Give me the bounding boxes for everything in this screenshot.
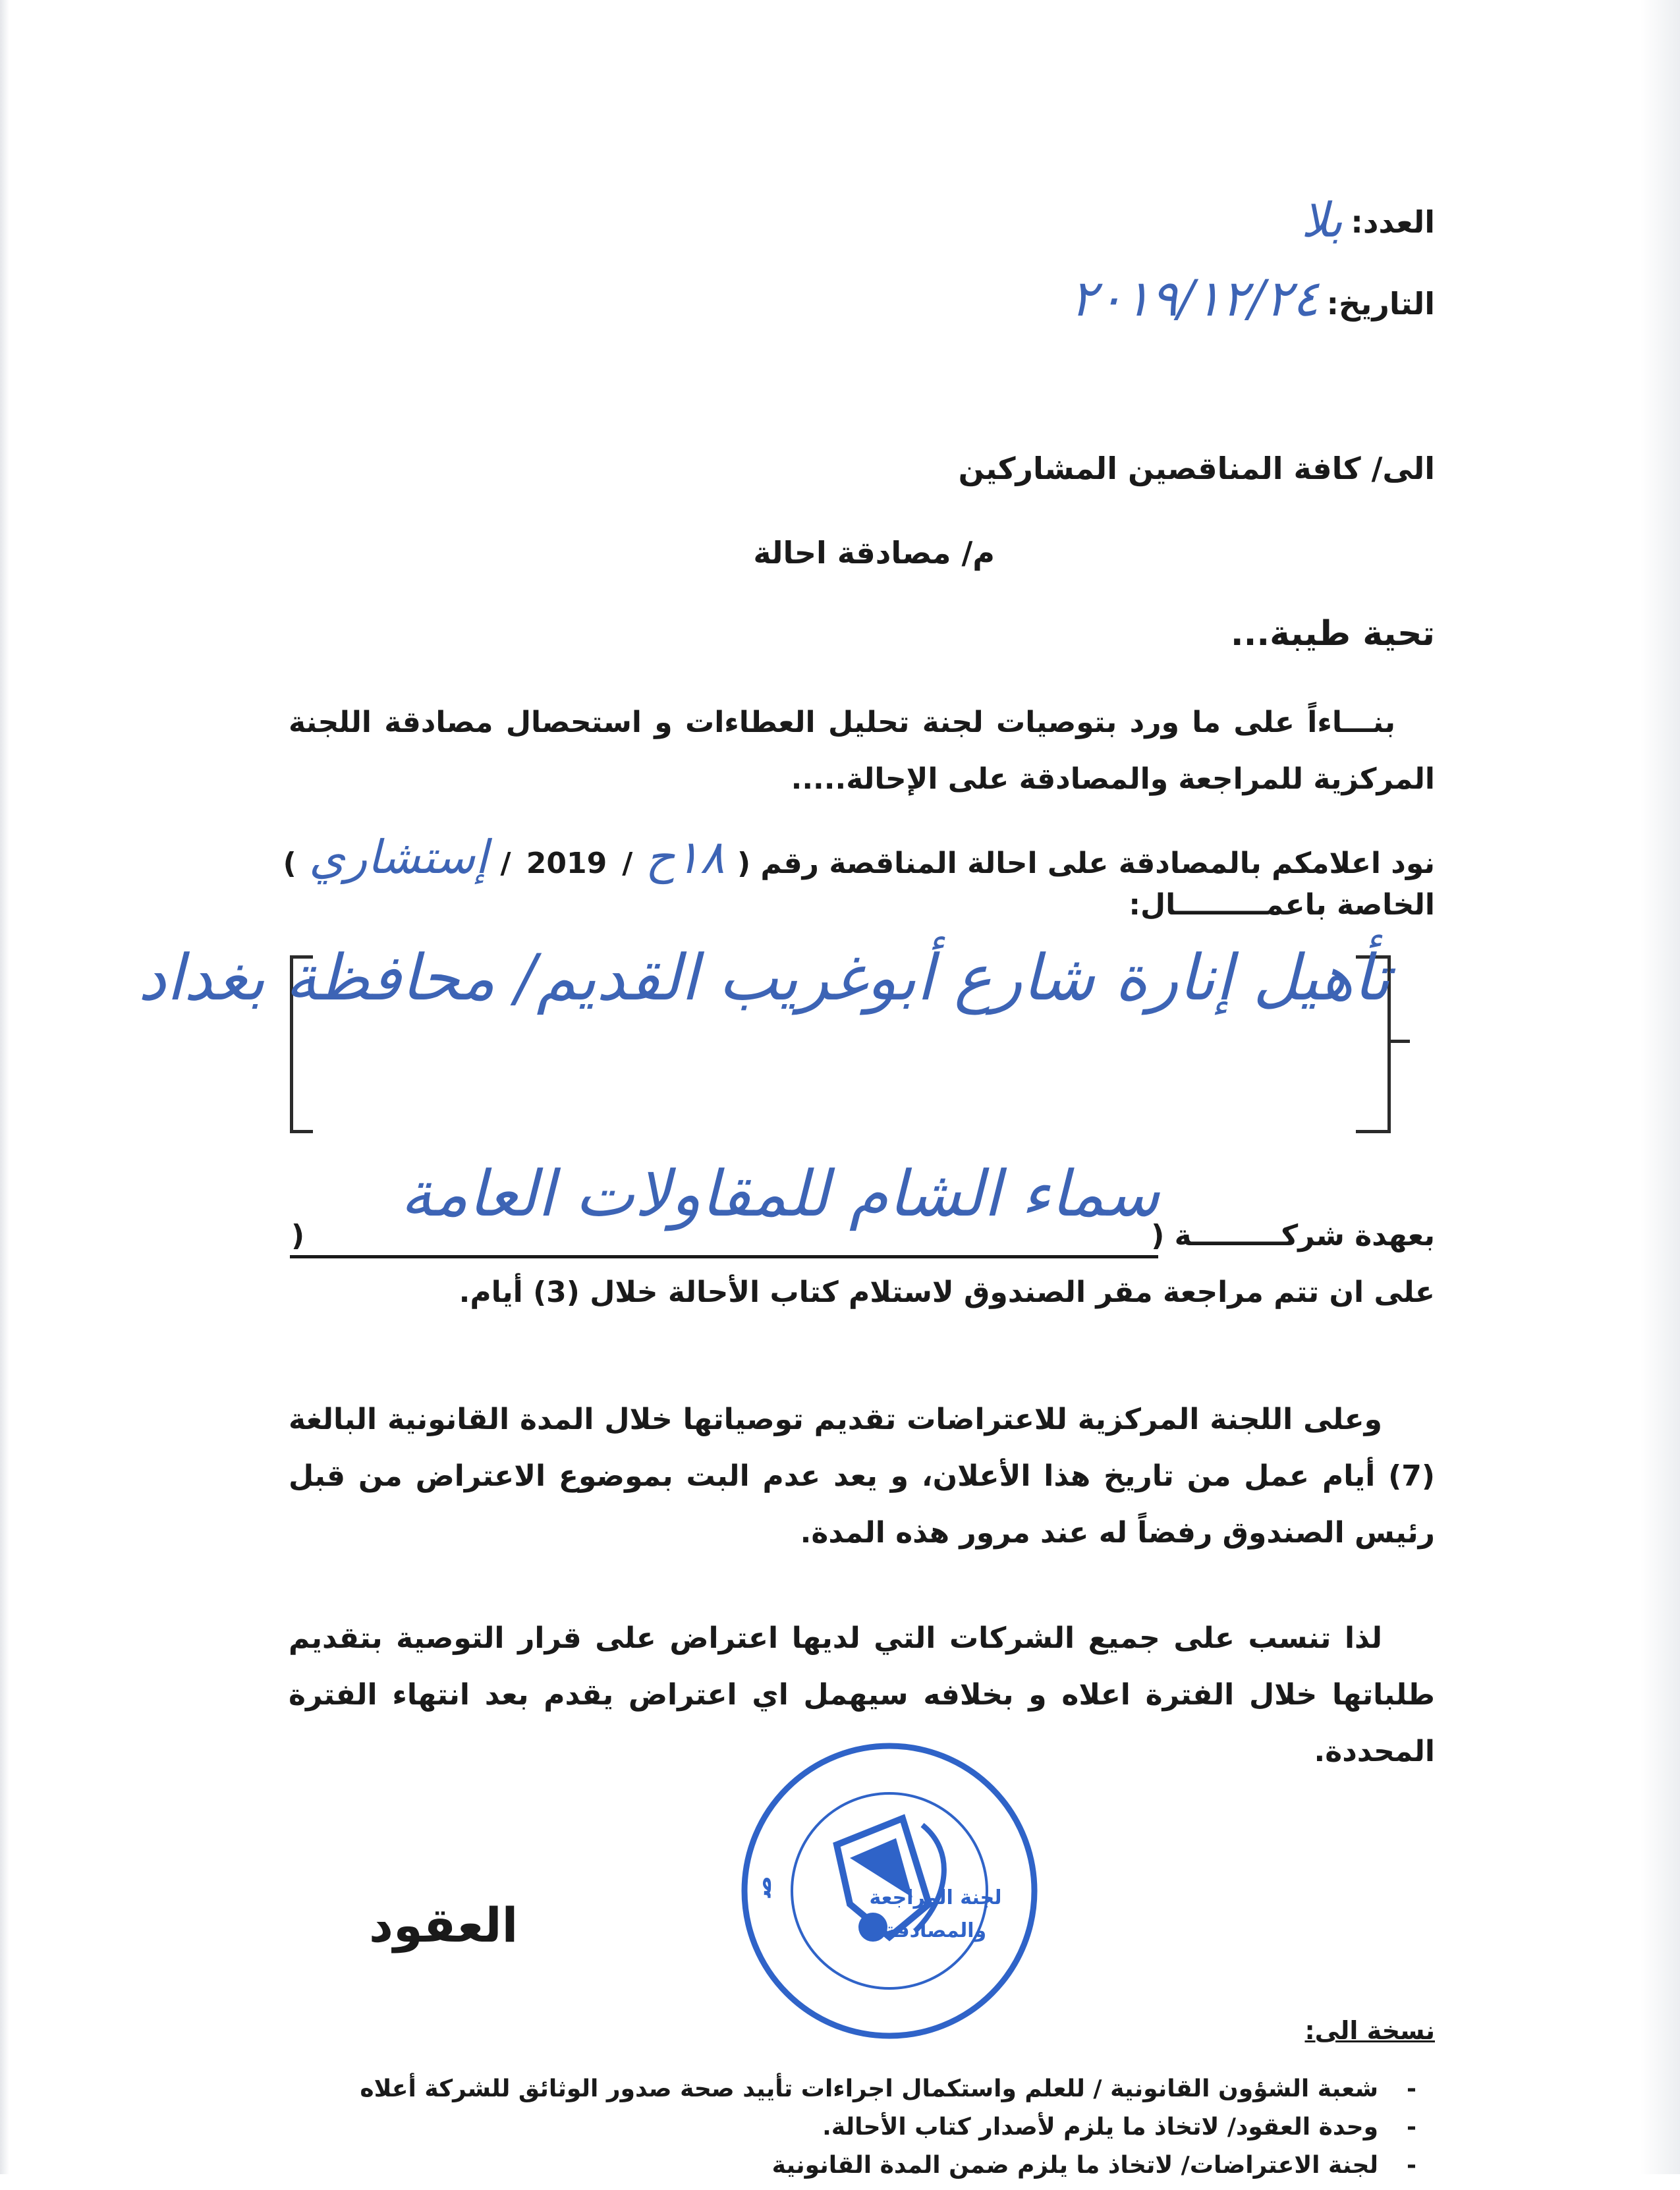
subject-line: م/ مصادقة احالة — [753, 535, 995, 571]
recipient-line: الى/ كافة المناقصين المشاركين — [958, 451, 1435, 486]
tender-line — [275, 830, 1435, 889]
copies-bullet: - — [1407, 2152, 1416, 2179]
bracket-right-tick — [1387, 1040, 1410, 1043]
company-label: بعهدة شركـــــــــة ( — [1151, 1219, 1435, 1252]
page-edge-right — [1640, 0, 1680, 2174]
tender-year: 2019 — [526, 847, 607, 880]
seal-outer-text: ص — [750, 1875, 777, 1898]
intro-paragraph: بنـــاءاً على ما ورد بتوصيات لجنة تحليل العطاءات و استحصال مصادقة اللجنة المركزية للمراجعة والمصادقة على الإحالة..... — [289, 706, 1435, 796]
tender-close-paren: ) — [283, 847, 296, 880]
copies-bullet: - — [1407, 2075, 1416, 2102]
company-close-paren: ) — [291, 1219, 305, 1252]
company-name-handwritten: سماء الشام للمقاولات العامة — [400, 1157, 1160, 1231]
committee-seal — [738, 1739, 1041, 2042]
seal-graphic — [738, 1739, 1041, 2042]
copies-item-text: لجنة الاعتراضات/ لاتخاذ ما يلزم ضمن المدة القانونية — [771, 2152, 1378, 2179]
company-underline — [290, 1255, 1158, 1258]
tender-separator-2: / — [500, 847, 511, 880]
copies-list-item — [165, 2152, 1416, 2190]
tender-separator-1: / — [622, 847, 633, 880]
deadline-paragraph: لذا تنسب على جميع الشركات التي لديها اعتراض على قرار التوصية بتقديم طلباتها خلال الفترة اعلاه و بخلافه سيهمل اي اعتراض يقدم بعد انتهاء الفترة المحددة. — [289, 1621, 1435, 1768]
date-value-handwritten: ٢٠١٩/١٢/٢٤ — [1070, 269, 1319, 327]
signature-department: العقود — [369, 1897, 518, 1953]
copies-list — [165, 2075, 1416, 2190]
greeting: تحية طيبة... — [1230, 614, 1435, 654]
review-note: على ان تتم مراجعة مقر الصندوق لاستلام كتاب الأحالة خلال (3) أيام. — [459, 1276, 1435, 1309]
copies-title: نسخة الى: — [1304, 2016, 1435, 2045]
copies-list-item — [165, 2075, 1416, 2114]
tender-type-handwritten: إستشاري — [308, 830, 488, 884]
copies-item-text: وحدة العقود/ لاتخاذ ما يلزم لأصدار كتاب الأحالة. — [822, 2114, 1378, 2141]
number-value-handwritten: بلا — [1301, 192, 1343, 248]
objections-paragraph: وعلى اللجنة المركزية للاعتراضات تقديم توصياتها خلال المدة القانونية البالغة (7) أيام عمل من تاريخ هذا الأعلان، و يعد عدم البت بموضوع الاعتراض من قبل رئيس الصندوق رفضاً له عند مرور هذه المدة. — [289, 1403, 1435, 1550]
copies-list-item — [165, 2114, 1416, 2152]
seal-inner-text-2: والمصادقة — [884, 1919, 987, 1942]
copies-item-text: شعبة الشؤون القانونية / للعلم واستكمال اجراءات تأييد صحة صدور الوثائق للشركة أعلاه — [360, 2075, 1378, 2102]
works-description-handwritten: تأهيل إنارة شارع أبوغريب القديم/ محافظة بغداد — [138, 941, 1390, 1015]
date-label: التاريخ: — [1326, 286, 1435, 322]
seal-inner-text-1: لجنة المراجعة — [869, 1886, 1002, 1909]
tender-number-handwritten: ١٨ح — [645, 830, 725, 884]
copies-bullet: - — [1407, 2114, 1416, 2141]
number-label: العدد: — [1351, 204, 1435, 240]
tender-intro: نود اعلامكم بالمصادقة على احالة المناقصة رقم ( — [737, 847, 1435, 880]
page-edge-left — [0, 0, 9, 2174]
works-label: الخاصة باعمـــــــــال: — [1129, 888, 1435, 922]
